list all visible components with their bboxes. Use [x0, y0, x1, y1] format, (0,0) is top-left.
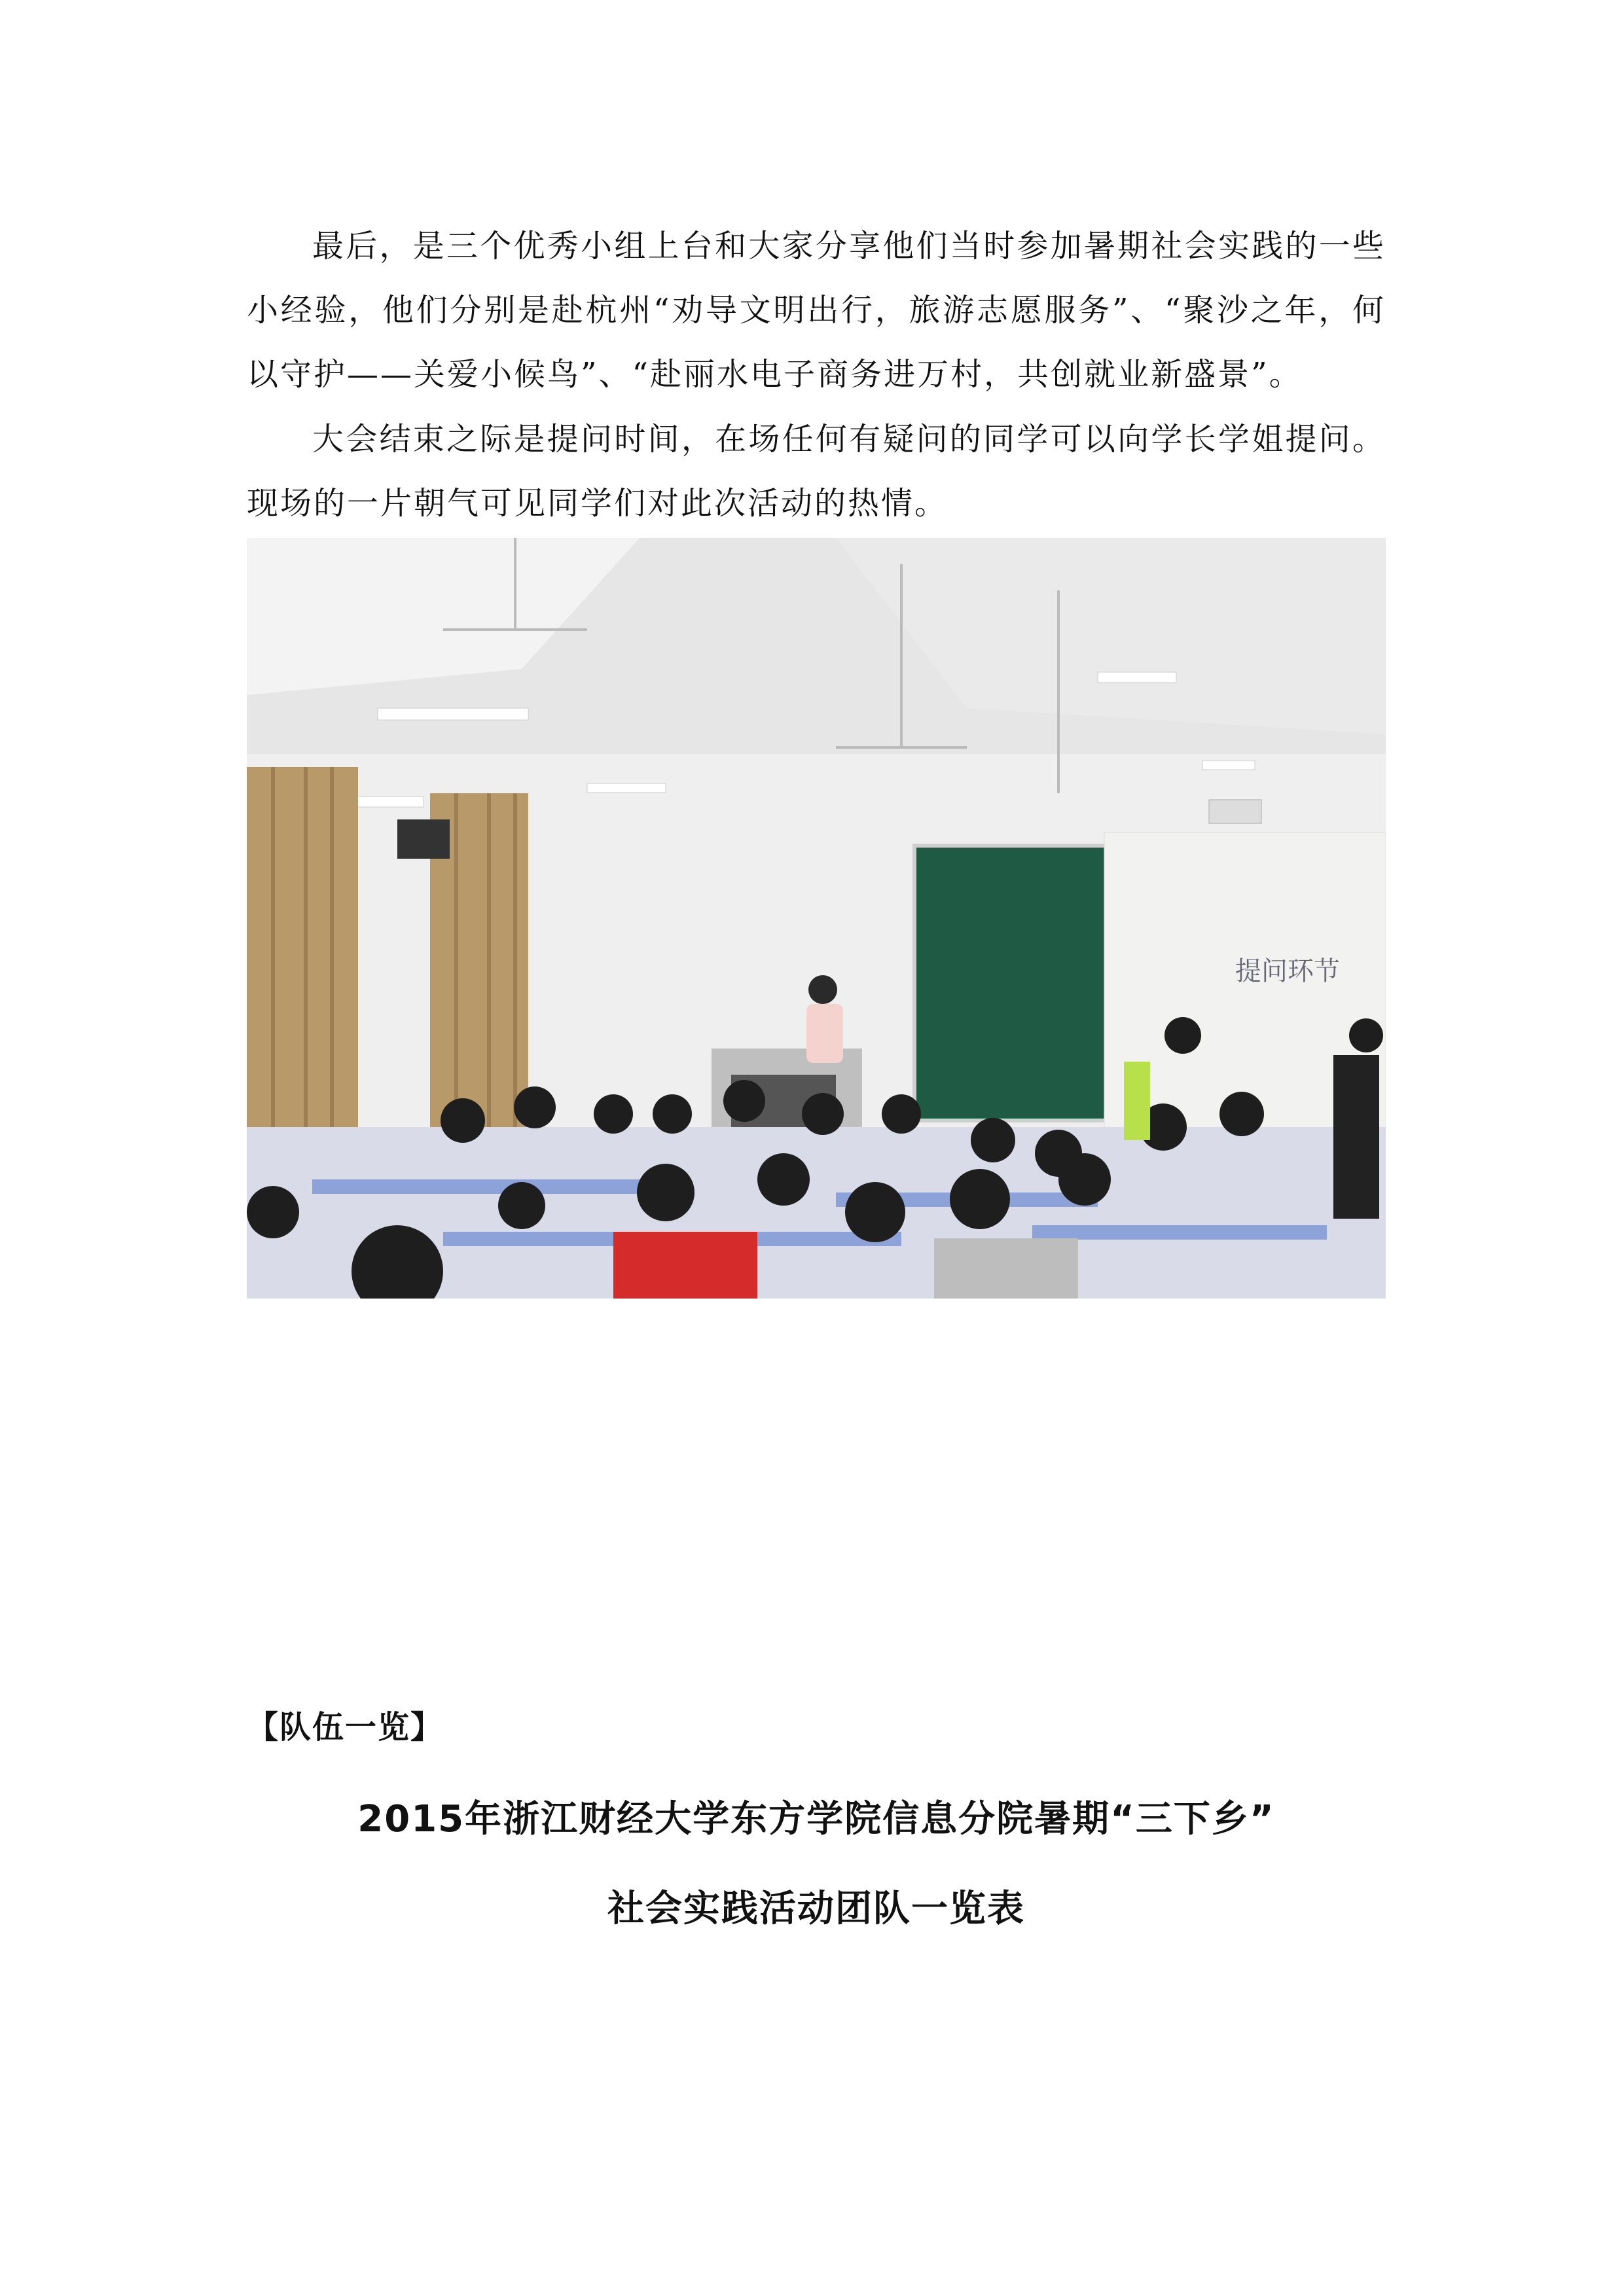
screen-text: 提问环节 — [1235, 956, 1340, 986]
table-title-line-2: 社会实践活动团队一览表 — [607, 1888, 1025, 1930]
table-title-line-1: 2015年浙江财经大学东方学院信息分院暑期“三下乡” — [357, 1798, 1275, 1840]
paragraph-2: 大会结束之际是提问时间，在场任何有疑问的同学可以向学长学姐提问。现场的一片朝气可见同学们对此次活动的热情。 — [247, 421, 1386, 522]
section-label: 【队伍一览】 — [247, 1709, 444, 1746]
classroom-photo — [247, 538, 1386, 1299]
paragraph-1: 最后，是三个优秀小组上台和大家分享他们当时参加暑期社会实践的一些小经验，他们分别是赴杭州“劝导文明出行，旅游志愿服务”、“聚沙之年，何以守护——关爱小候鸟”、“赴丽水电子商务进万村，共创就业新盛景”。 — [247, 228, 1386, 393]
